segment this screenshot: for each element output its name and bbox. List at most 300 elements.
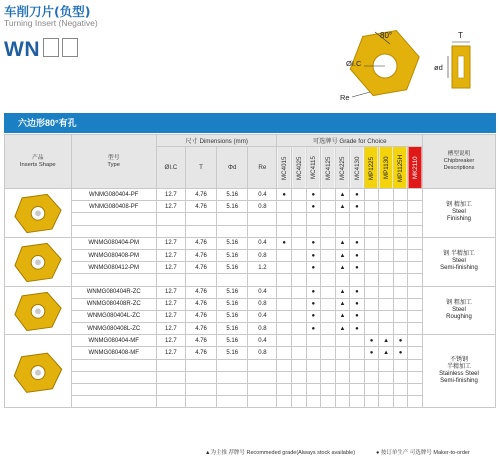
chipbreaker-description xyxy=(423,335,496,408)
grade-mark xyxy=(408,237,423,249)
ic-cell xyxy=(156,225,185,237)
shape-header: 产品 Inserts Shape xyxy=(5,135,72,189)
re-cell xyxy=(248,384,277,396)
grade-mark xyxy=(306,274,321,286)
re-cell: 0.4 xyxy=(248,189,277,201)
insert-icon xyxy=(10,190,66,233)
chipbreaker-line: Roughing xyxy=(446,313,472,320)
grade-mark xyxy=(306,396,321,408)
table-row xyxy=(5,310,496,322)
grade-mark xyxy=(364,286,379,298)
grade-mark xyxy=(393,213,408,225)
t-cell xyxy=(185,396,216,408)
code-placeholder-box xyxy=(62,38,78,57)
chipbreaker-line: Semi-finishing xyxy=(440,378,478,385)
grade-mark xyxy=(393,298,408,310)
grade-mark xyxy=(393,201,408,213)
grade-mark xyxy=(393,189,408,201)
side-hole xyxy=(458,56,464,78)
grade-mark xyxy=(292,249,307,261)
re-cell: 0.8 xyxy=(248,298,277,310)
re-cell: 0.8 xyxy=(248,347,277,359)
grade-mark xyxy=(379,262,394,274)
grade-mark: ● xyxy=(350,262,365,274)
t-cell: 4.76 xyxy=(185,262,216,274)
grade-mark xyxy=(321,298,336,310)
grade-mark xyxy=(277,262,292,274)
grade-mark: ● xyxy=(350,310,365,322)
re-cell xyxy=(248,396,277,408)
grade-mark: ● xyxy=(350,286,365,298)
insert-shape-image xyxy=(5,189,72,238)
grade-mark: ● xyxy=(306,201,321,213)
grade-mark xyxy=(393,262,408,274)
ic-cell: 12.7 xyxy=(156,323,185,335)
model-cell: WNMG080408-PM xyxy=(71,249,156,261)
dimensions-header: 尺寸 Dimensions (mm) xyxy=(156,135,277,147)
grade-mark xyxy=(379,359,394,371)
grade-mark xyxy=(277,213,292,225)
dim-col-header: ØI.C xyxy=(156,147,185,189)
t-cell xyxy=(185,384,216,396)
re-cell xyxy=(248,225,277,237)
d-cell xyxy=(217,371,248,383)
grade-mark xyxy=(408,335,423,347)
model-cell xyxy=(71,225,156,237)
chipbreaker-line: 钢 精加工 xyxy=(446,202,472,209)
grade-mark xyxy=(277,347,292,359)
model-cell xyxy=(71,384,156,396)
ic-cell: 12.7 xyxy=(156,189,185,201)
grade-col-header: MC4025 xyxy=(292,147,307,189)
re-cell: 0.4 xyxy=(248,286,277,298)
grade-mark: ▲ xyxy=(335,249,350,261)
grade-mark xyxy=(408,274,423,286)
code-placeholder-box xyxy=(43,38,59,57)
model-cell xyxy=(71,213,156,225)
grade-mark xyxy=(408,384,423,396)
grade-mark xyxy=(292,359,307,371)
grade-mark xyxy=(379,225,394,237)
grade-mark xyxy=(335,225,350,237)
grade-mark xyxy=(408,298,423,310)
grade-mark xyxy=(321,384,336,396)
grade-mark xyxy=(393,384,408,396)
grade-mark: ● xyxy=(350,323,365,335)
grade-mark xyxy=(277,396,292,408)
grade-mark xyxy=(408,396,423,408)
re-cell: 0.4 xyxy=(248,237,277,249)
grade-mark xyxy=(335,396,350,408)
ic-cell xyxy=(156,274,185,286)
d-cell: 5.16 xyxy=(217,189,248,201)
t-cell: 4.76 xyxy=(185,201,216,213)
grade-mark xyxy=(379,274,394,286)
chipbreaker-header: 槽型说明 Chipbreaker Descriptions xyxy=(423,135,496,189)
grade-mark xyxy=(335,335,350,347)
grade-mark xyxy=(408,262,423,274)
grade-mark xyxy=(277,249,292,261)
insert-shape-image xyxy=(5,335,72,408)
chipbreaker-line: Finishing xyxy=(446,216,471,223)
section-label: 六边形80°有孔 xyxy=(18,118,77,128)
grade-mark: ● xyxy=(306,286,321,298)
angle-label: 80° xyxy=(380,31,393,40)
grade-mark xyxy=(321,225,336,237)
chipbreaker-description xyxy=(423,286,496,335)
model-cell xyxy=(71,359,156,371)
ic-cell xyxy=(156,396,185,408)
grade-mark xyxy=(292,323,307,335)
grade-mark xyxy=(306,225,321,237)
grade-mark xyxy=(408,225,423,237)
grade-mark xyxy=(364,225,379,237)
d-cell: 5.16 xyxy=(217,237,248,249)
chipbreaker-line: 半精加工 xyxy=(446,364,471,371)
grade-mark xyxy=(379,371,394,383)
ic-cell xyxy=(156,371,185,383)
grade-mark xyxy=(321,310,336,322)
grade-mark xyxy=(321,237,336,249)
grade-mark xyxy=(364,274,379,286)
insert-icon xyxy=(10,288,66,331)
grade-mark xyxy=(292,274,307,286)
grade-mark: ● xyxy=(277,189,292,201)
t-cell: 4.76 xyxy=(185,286,216,298)
grade-mark xyxy=(335,347,350,359)
grade-mark xyxy=(306,335,321,347)
grade-mark xyxy=(277,201,292,213)
model-cell: WNMG080404-PM xyxy=(71,237,156,249)
grade-mark xyxy=(292,225,307,237)
grade-mark xyxy=(364,201,379,213)
grade-mark xyxy=(408,310,423,322)
grade-mark xyxy=(364,298,379,310)
table-row xyxy=(5,201,496,213)
chipbreaker-line: 钢 半精加工 xyxy=(443,251,475,258)
insert-icon xyxy=(10,239,66,282)
ic-cell: 12.7 xyxy=(156,249,185,261)
ic-cell: 12.7 xyxy=(156,262,185,274)
grade-mark xyxy=(379,249,394,261)
grade-col-header: MP1125H xyxy=(393,147,408,189)
t-cell: 4.76 xyxy=(185,323,216,335)
grade-mark xyxy=(292,396,307,408)
re-cell xyxy=(248,213,277,225)
type-header: 型号 Type xyxy=(71,135,156,189)
grade-mark xyxy=(393,225,408,237)
grade-mark xyxy=(321,396,336,408)
t-cell: 4.76 xyxy=(185,347,216,359)
grade-mark: ● xyxy=(364,347,379,359)
grade-mark xyxy=(292,335,307,347)
grade-mark xyxy=(379,310,394,322)
d-cell: 5.16 xyxy=(217,286,248,298)
table-row xyxy=(5,347,496,359)
grade-mark xyxy=(292,286,307,298)
grade-mark: ● xyxy=(393,347,408,359)
grade-mark xyxy=(364,384,379,396)
d-cell: 5.16 xyxy=(217,249,248,261)
table-row xyxy=(5,359,496,371)
grade-mark: ● xyxy=(306,249,321,261)
grade-mark: ● xyxy=(306,237,321,249)
model-cell: WNMG080408R-ZC xyxy=(71,298,156,310)
grade-mark: ● xyxy=(306,298,321,310)
re-leader xyxy=(352,92,370,97)
table-row xyxy=(5,371,496,383)
grade-mark xyxy=(335,371,350,383)
model-cell: WNMG080404-MF xyxy=(71,335,156,347)
grade-mark: ● xyxy=(364,335,379,347)
dim-col-header: T xyxy=(185,147,216,189)
t-cell: 4.76 xyxy=(185,335,216,347)
t-cell: 4.76 xyxy=(185,249,216,261)
section-band xyxy=(4,113,496,133)
grade-mark xyxy=(306,347,321,359)
grade-mark xyxy=(277,359,292,371)
grade-col-header: MP1130 xyxy=(379,147,394,189)
grade-mark xyxy=(292,347,307,359)
grade-mark xyxy=(292,213,307,225)
model-cell xyxy=(71,274,156,286)
grade-mark xyxy=(364,237,379,249)
grade-col-header: MK2110 xyxy=(408,147,423,189)
grade-mark xyxy=(292,384,307,396)
grade-mark xyxy=(364,310,379,322)
grade-mark: ● xyxy=(350,298,365,310)
grade-mark: ▲ xyxy=(335,310,350,322)
t-cell xyxy=(185,359,216,371)
table-row xyxy=(5,249,496,261)
grade-mark xyxy=(408,359,423,371)
grade-mark xyxy=(364,249,379,261)
page-title: 车削刀片(负型) xyxy=(4,4,91,19)
grade-col-header: MP1225 xyxy=(364,147,379,189)
grade-col-header: MC4125 xyxy=(321,147,336,189)
grade-mark xyxy=(335,213,350,225)
d-cell: 5.16 xyxy=(217,323,248,335)
d-cell: 5.16 xyxy=(217,262,248,274)
grade-mark xyxy=(393,359,408,371)
d-cell xyxy=(217,274,248,286)
grade-mark xyxy=(350,359,365,371)
series-code-text: WN xyxy=(4,38,40,61)
grade-mark: ● xyxy=(277,237,292,249)
re-cell xyxy=(248,274,277,286)
table-row xyxy=(5,225,496,237)
grade-mark xyxy=(306,213,321,225)
t-cell: 4.76 xyxy=(185,189,216,201)
d-label: ød xyxy=(434,63,443,72)
re-cell: 0.8 xyxy=(248,323,277,335)
grade-mark xyxy=(321,213,336,225)
grade-mark xyxy=(350,347,365,359)
grade-mark xyxy=(321,262,336,274)
grade-mark xyxy=(408,201,423,213)
grade-mark: ● xyxy=(350,249,365,261)
grade-mark xyxy=(277,384,292,396)
chipbreaker-line: Steel xyxy=(452,209,466,216)
grade-mark xyxy=(306,371,321,383)
chipbreaker-line: Steel xyxy=(452,258,466,265)
grade-header: 可选牌号 Grade for Choice xyxy=(277,135,423,147)
ic-cell: 12.7 xyxy=(156,237,185,249)
grade-mark xyxy=(277,286,292,298)
grade-mark xyxy=(364,189,379,201)
grade-mark xyxy=(292,371,307,383)
grade-mark xyxy=(321,189,336,201)
grade-mark xyxy=(379,189,394,201)
grade-mark xyxy=(393,323,408,335)
grade-mark xyxy=(379,213,394,225)
ic-cell xyxy=(156,359,185,371)
grade-mark xyxy=(408,213,423,225)
re-cell: 1.2 xyxy=(248,262,277,274)
table-row xyxy=(5,213,496,225)
grade-mark xyxy=(350,274,365,286)
model-cell xyxy=(71,371,156,383)
grade-mark xyxy=(321,335,336,347)
ic-cell xyxy=(156,213,185,225)
t-cell: 4.76 xyxy=(185,298,216,310)
model-cell: WNMG080408L-ZC xyxy=(71,323,156,335)
grade-mark: ● xyxy=(350,201,365,213)
grade-mark: ● xyxy=(350,237,365,249)
grade-mark xyxy=(350,396,365,408)
grade-mark xyxy=(292,237,307,249)
grade-mark xyxy=(364,323,379,335)
grade-mark: ▲ xyxy=(335,286,350,298)
grade-col-header: MC4130 xyxy=(350,147,365,189)
model-cell: WNMG080404R-ZC xyxy=(71,286,156,298)
grade-mark: ● xyxy=(306,323,321,335)
d-cell xyxy=(217,384,248,396)
grade-mark xyxy=(379,286,394,298)
table-row xyxy=(5,323,496,335)
model-cell: WNMG080408-PF xyxy=(71,201,156,213)
ic-label: ØI.C xyxy=(346,59,362,68)
grade-mark xyxy=(379,237,394,249)
grade-mark: ▲ xyxy=(335,201,350,213)
t-cell xyxy=(185,213,216,225)
grade-mark xyxy=(393,310,408,322)
grade-mark: ▲ xyxy=(379,347,394,359)
grade-mark: ● xyxy=(306,310,321,322)
grade-mark xyxy=(277,335,292,347)
grade-mark xyxy=(292,201,307,213)
grade-mark xyxy=(335,274,350,286)
t-cell xyxy=(185,274,216,286)
ic-cell: 12.7 xyxy=(156,201,185,213)
chipbreaker-line: 不锈钢 xyxy=(449,357,468,364)
grade-mark xyxy=(379,201,394,213)
grade-mark: ● xyxy=(306,189,321,201)
d-cell xyxy=(217,359,248,371)
grade-mark xyxy=(350,225,365,237)
model-cell: WNMG080404-PF xyxy=(71,189,156,201)
table-row xyxy=(5,384,496,396)
grade-mark xyxy=(408,371,423,383)
grade-mark xyxy=(277,371,292,383)
d-cell: 5.16 xyxy=(217,298,248,310)
ic-cell xyxy=(156,384,185,396)
re-cell xyxy=(248,371,277,383)
chipbreaker-description xyxy=(423,189,496,238)
re-cell xyxy=(248,359,277,371)
grade-mark xyxy=(321,347,336,359)
grade-mark xyxy=(379,323,394,335)
insert-dimension-diagram xyxy=(330,30,496,112)
series-code xyxy=(4,38,78,62)
grade-mark xyxy=(408,323,423,335)
grade-mark: ● xyxy=(393,335,408,347)
grade-mark xyxy=(277,274,292,286)
grade-mark xyxy=(292,310,307,322)
re-cell: 0.8 xyxy=(248,201,277,213)
d-cell xyxy=(217,225,248,237)
grade-mark: ● xyxy=(306,262,321,274)
grade-mark xyxy=(364,396,379,408)
ic-cell: 12.7 xyxy=(156,286,185,298)
grade-mark xyxy=(277,323,292,335)
grade-mark: ▲ xyxy=(335,237,350,249)
table-row xyxy=(5,286,496,298)
ic-cell: 12.7 xyxy=(156,298,185,310)
re-label: Re xyxy=(340,93,350,102)
grade-mark xyxy=(292,298,307,310)
grade-mark xyxy=(379,298,394,310)
grade-mark: ▲ xyxy=(379,335,394,347)
grade-mark xyxy=(393,396,408,408)
grade-mark xyxy=(350,371,365,383)
model-cell: WNMG080408-MF xyxy=(71,347,156,359)
insert-shape-image xyxy=(5,237,72,286)
grade-mark xyxy=(364,213,379,225)
dim-col-header: Re xyxy=(248,147,277,189)
grade-mark xyxy=(393,249,408,261)
re-cell: 0.8 xyxy=(248,249,277,261)
t-cell xyxy=(185,371,216,383)
grade-mark xyxy=(364,371,379,383)
grade-mark xyxy=(408,286,423,298)
grade-col-header: MC4115 xyxy=(306,147,321,189)
model-cell: WNMG080404L-ZC xyxy=(71,310,156,322)
table-row xyxy=(5,274,496,286)
grade-mark xyxy=(408,249,423,261)
grade-mark xyxy=(292,189,307,201)
table-row xyxy=(5,262,496,274)
grade-mark xyxy=(364,359,379,371)
d-cell: 5.16 xyxy=(217,201,248,213)
grade-mark xyxy=(321,249,336,261)
d-cell: 5.16 xyxy=(217,347,248,359)
grade-mark: ▲ xyxy=(335,323,350,335)
grade-mark xyxy=(393,371,408,383)
grade-mark xyxy=(321,274,336,286)
grade-mark xyxy=(408,189,423,201)
grade-mark xyxy=(364,262,379,274)
grade-mark xyxy=(379,384,394,396)
insert-shape-image xyxy=(5,286,72,335)
grade-mark xyxy=(277,298,292,310)
grade-mark xyxy=(393,274,408,286)
grade-col-header: MC4225 xyxy=(335,147,350,189)
chipbreaker-description xyxy=(423,237,496,286)
grade-mark xyxy=(306,384,321,396)
insert-icon xyxy=(10,337,66,404)
grade-mark xyxy=(306,359,321,371)
